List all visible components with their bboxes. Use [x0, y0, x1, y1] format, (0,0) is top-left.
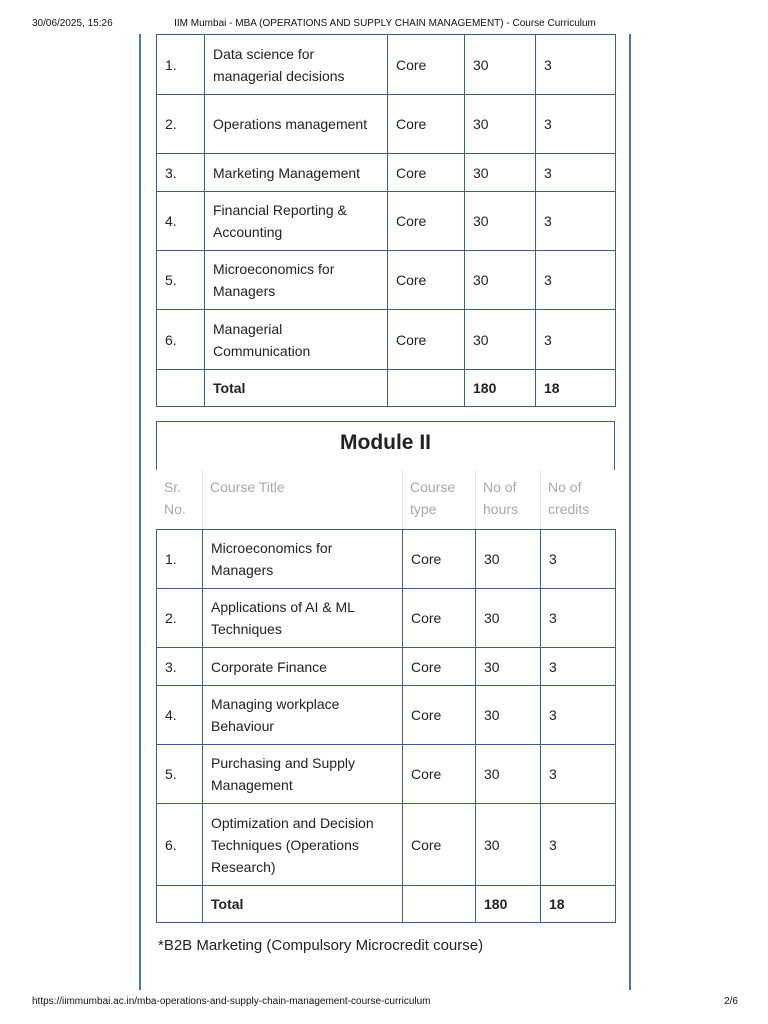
sr-cell: 5.	[157, 251, 205, 310]
sr-cell: 5.	[157, 745, 203, 804]
credits-cell: 3	[536, 192, 616, 251]
course-title-cell: Data science for managerial decisions	[205, 35, 388, 95]
sr-cell: 3.	[157, 648, 203, 686]
content-border-right	[629, 34, 631, 990]
course-type-cell: Core	[403, 804, 476, 886]
table-row	[157, 192, 616, 251]
header-divider	[540, 470, 541, 530]
header-course-title: Course Title	[210, 479, 285, 495]
course-type-cell: Core	[403, 745, 476, 804]
course-title-cell: Microeconomics for Managers	[203, 530, 403, 589]
sr-cell: 2.	[157, 589, 203, 648]
table-row	[157, 530, 616, 589]
module2-title: Module II	[340, 431, 431, 454]
credits-cell: 3	[541, 648, 616, 686]
module2-table	[156, 529, 616, 923]
table-row	[157, 804, 616, 886]
sr-cell: 4.	[157, 686, 203, 745]
course-title-cell: Managing workplace Behaviour	[203, 686, 403, 745]
course-type-cell	[388, 370, 465, 407]
course-title-cell: Financial Reporting & Accounting	[205, 192, 388, 251]
header-sr-no: Sr. No.	[164, 479, 186, 517]
total-credits: 18	[541, 886, 616, 923]
sr-cell: 3.	[157, 154, 205, 192]
sr-cell	[157, 886, 203, 923]
table-row	[157, 589, 616, 648]
table-row	[157, 95, 616, 154]
course-type-cell: Core	[403, 648, 476, 686]
course-title-cell: Corporate Finance	[203, 648, 403, 686]
total-hours: 180	[476, 886, 541, 923]
course-title-cell: Microeconomics for Managers	[205, 251, 388, 310]
course-type-cell: Core	[403, 686, 476, 745]
page-url[interactable]: https://iimmumbai.ac.in/mba-operations-and-supply-chain-management-course-curriculum	[32, 996, 431, 1007]
sr-cell: 1.	[157, 530, 203, 589]
credits-cell: 3	[541, 530, 616, 589]
course-type-cell: Core	[388, 192, 465, 251]
course-type-cell: Core	[388, 251, 465, 310]
hours-cell: 30	[476, 530, 541, 589]
hours-cell: 30	[465, 95, 536, 154]
hours-cell: 30	[476, 589, 541, 648]
course-type-cell: Core	[388, 95, 465, 154]
table-row	[157, 686, 616, 745]
print-footer	[32, 996, 738, 1007]
course-title-cell: Marketing Management	[205, 154, 388, 192]
hours-cell: 30	[465, 310, 536, 370]
hours-cell: 30	[476, 804, 541, 886]
total-credits: 18	[536, 370, 616, 407]
credits-cell: 3	[536, 251, 616, 310]
hours-cell: 30	[476, 686, 541, 745]
module1-table	[156, 34, 616, 407]
course-title-cell: Purchasing and Supply Management	[203, 745, 403, 804]
header-no-of-hours: No of hours	[483, 479, 519, 517]
hours-cell: 30	[465, 154, 536, 192]
course-title-cell: Applications of AI & ML Techniques	[203, 589, 403, 648]
table-row	[157, 251, 616, 310]
course-type-cell: Core	[403, 589, 476, 648]
credits-cell: 3	[536, 154, 616, 192]
module2-table-header	[156, 470, 615, 530]
hours-cell: 30	[476, 745, 541, 804]
sr-cell	[157, 370, 205, 407]
print-page-title: IIM Mumbai - MBA (OPERATIONS AND SUPPLY CHAIN MANAGEMENT) - Course Curriculum	[174, 18, 596, 29]
credits-cell: 3	[541, 804, 616, 886]
credits-cell: 3	[541, 745, 616, 804]
course-type-cell	[403, 886, 476, 923]
table-row	[157, 745, 616, 804]
course-type-cell: Core	[403, 530, 476, 589]
sr-cell: 6.	[157, 310, 205, 370]
hours-cell: 30	[465, 192, 536, 251]
course-type-cell: Core	[388, 310, 465, 370]
header-no-of-credits: No of credits	[548, 479, 590, 517]
total-row	[157, 370, 616, 407]
print-header	[32, 18, 738, 29]
header-divider	[402, 470, 403, 530]
print-datetime: 30/06/2025, 15:26	[32, 18, 113, 29]
content-border-left	[139, 34, 141, 990]
total-hours: 180	[465, 370, 536, 407]
hours-cell: 30	[465, 251, 536, 310]
hours-cell: 30	[476, 648, 541, 686]
table-row	[157, 35, 616, 95]
sr-cell: 4.	[157, 192, 205, 251]
sr-cell: 1.	[157, 35, 205, 95]
credits-cell: 3	[536, 95, 616, 154]
course-title-cell: Operations management	[205, 95, 388, 154]
hours-cell: 30	[465, 35, 536, 95]
credits-cell: 3	[536, 35, 616, 95]
credits-cell: 3	[541, 686, 616, 745]
credits-cell: 3	[541, 589, 616, 648]
total-label: Total	[203, 886, 403, 923]
table-row	[157, 154, 616, 192]
header-divider	[475, 470, 476, 530]
credits-cell: 3	[536, 310, 616, 370]
course-title-cell: Optimization and Decision Techniques (Operations Research)	[203, 804, 403, 886]
course-type-cell: Core	[388, 35, 465, 95]
total-label: Total	[205, 370, 388, 407]
course-type-cell: Core	[388, 154, 465, 192]
course-title-cell: Managerial Communication	[205, 310, 388, 370]
table-row	[157, 310, 616, 370]
module2-title-box	[156, 421, 615, 470]
total-row	[157, 886, 616, 923]
table-row	[157, 648, 616, 686]
header-course-type: Course type	[410, 479, 456, 517]
microcredit-note: *B2B Marketing (Compulsory Microcredit course)	[158, 937, 484, 954]
page-number: 2/6	[724, 996, 738, 1007]
sr-cell: 2.	[157, 95, 205, 154]
header-divider	[202, 470, 203, 530]
sr-cell: 6.	[157, 804, 203, 886]
